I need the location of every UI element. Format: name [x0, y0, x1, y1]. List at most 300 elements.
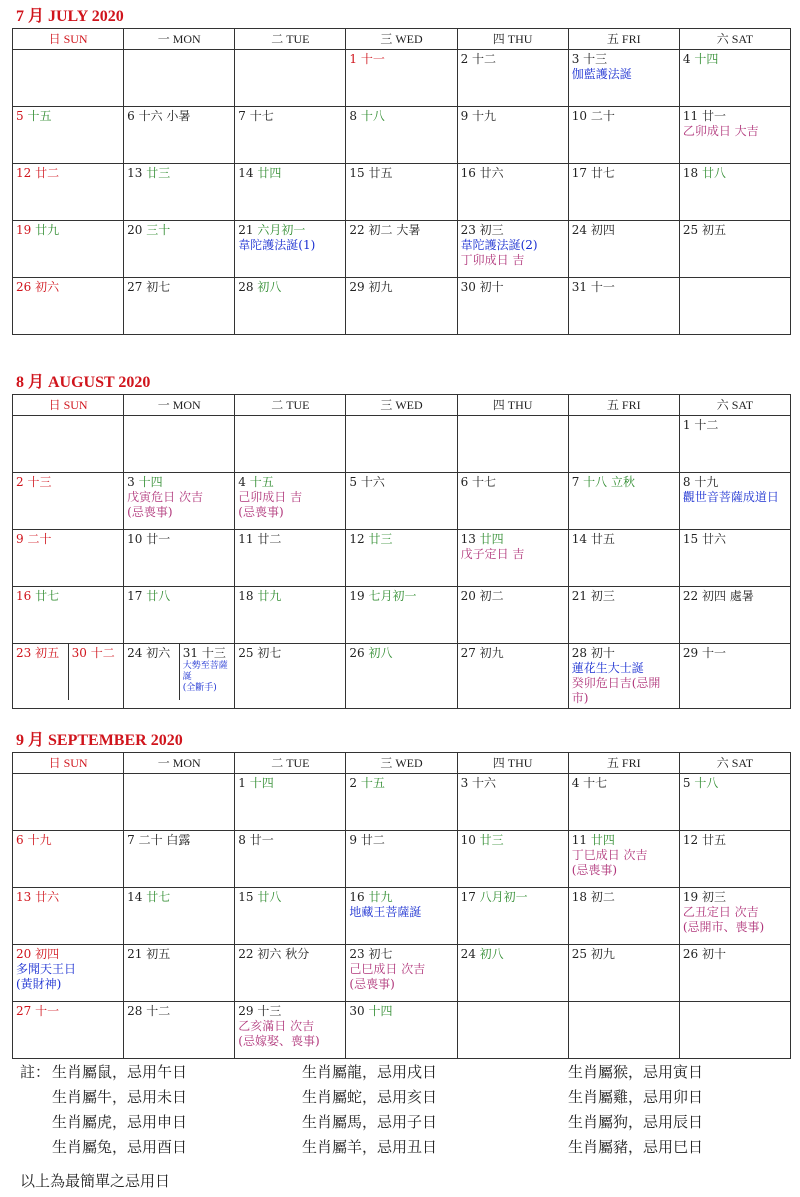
day-number: 21	[127, 947, 143, 961]
day-cell	[679, 587, 790, 644]
day-line	[683, 166, 787, 181]
event-note: 乙卯成日 大吉	[682, 124, 759, 138]
day-number: 30	[349, 1004, 365, 1018]
day-number: 29	[238, 1004, 254, 1018]
day-cell	[679, 278, 790, 335]
lunar-date: 十二	[146, 1004, 171, 1018]
lunar-date: 十一	[35, 1004, 60, 1018]
week-row	[13, 945, 791, 1002]
day-number: 23	[349, 947, 365, 961]
day-cell	[235, 50, 346, 107]
day-cell	[235, 278, 346, 335]
day-number: 12	[682, 833, 699, 847]
event-note: (全斷手)	[182, 683, 217, 693]
day-number: 18	[682, 166, 699, 180]
day-line	[572, 166, 676, 181]
day-number: 30	[460, 280, 476, 294]
lunar-date: 初六	[35, 280, 60, 294]
lunar-date: 廿八	[257, 890, 282, 904]
day-number: 5	[16, 109, 24, 123]
lunar-date: 十三	[27, 475, 52, 489]
day-cell	[346, 221, 457, 278]
day-number: 11	[682, 109, 699, 123]
day-number: 22	[238, 947, 254, 961]
day-number: 2	[460, 52, 469, 66]
day-line	[461, 833, 565, 848]
lunar-date: 十三	[583, 52, 608, 66]
day-cell	[568, 164, 679, 221]
day-line	[572, 589, 676, 604]
month-september	[12, 730, 792, 1059]
lunar-date: 十四	[368, 1004, 393, 1018]
day-content	[569, 221, 679, 240]
lunar-date: 廿八	[146, 589, 171, 603]
day-line	[572, 532, 676, 547]
lunar-date: 十九	[27, 833, 52, 847]
lunar-date: 初八	[257, 280, 282, 294]
note-text: 生肖屬兔，忌用酉日	[52, 1138, 188, 1156]
day-number: 19	[16, 223, 32, 237]
day-line	[349, 166, 453, 181]
day-content	[680, 50, 790, 69]
day-content	[346, 473, 456, 492]
day-content	[124, 530, 234, 549]
day-content	[13, 1002, 123, 1021]
day-content	[569, 530, 679, 549]
zodiac-notes	[20, 1060, 703, 1160]
day-number: 28	[571, 646, 587, 660]
day-content	[124, 1002, 234, 1021]
day-number: 10	[127, 532, 143, 546]
lunar-date: 十六	[360, 475, 385, 489]
day-cell	[124, 644, 235, 709]
day-cell	[13, 278, 124, 335]
day-cell	[679, 945, 790, 1002]
day-line	[461, 532, 565, 547]
month-august	[12, 372, 792, 709]
weekday-header: 五 FRI	[568, 753, 679, 774]
day-line	[572, 890, 676, 905]
day-cell	[124, 831, 235, 888]
day-content	[346, 50, 456, 69]
lunar-date: 初五	[35, 646, 60, 660]
lunar-date: 初九	[479, 646, 504, 660]
day-content	[458, 945, 568, 964]
lunar-date: 初七	[257, 646, 282, 660]
day-number: 12	[349, 532, 365, 546]
week-row	[13, 774, 791, 831]
day-line	[349, 776, 453, 791]
lunar-date: 十一	[701, 646, 726, 660]
weekday-header: 三 WED	[346, 29, 457, 50]
day-line	[461, 52, 565, 67]
day-number: 26	[16, 280, 32, 294]
lunar-date: 十八 立秋	[583, 475, 635, 489]
day-line	[127, 646, 176, 661]
day-cell	[124, 221, 235, 278]
lunar-date: 初四	[590, 223, 615, 237]
day-cell	[235, 530, 346, 587]
day-content	[569, 587, 679, 606]
lunar-date: 十四	[694, 52, 719, 66]
day-cell	[346, 945, 457, 1002]
day-line	[183, 646, 232, 661]
weekday-header: 六 SAT	[679, 29, 790, 50]
day-cell	[124, 278, 235, 335]
day-cell	[568, 50, 679, 107]
day-content	[346, 831, 456, 850]
lunar-date: 初八	[368, 646, 393, 660]
day-cell	[13, 50, 124, 107]
day-line	[683, 475, 787, 490]
day-cell	[13, 587, 124, 644]
day-content	[346, 530, 456, 549]
calendar-table	[12, 394, 791, 709]
day-content	[13, 221, 123, 240]
day-cell	[457, 473, 568, 530]
day-cell	[124, 164, 235, 221]
day-content	[346, 107, 456, 126]
day-number: 30	[71, 646, 87, 660]
day-number: 26	[682, 947, 699, 961]
week-row	[13, 1002, 791, 1059]
day-cell	[679, 1002, 790, 1059]
lunar-date: 初四 處暑	[701, 589, 754, 603]
day-number: 18	[571, 890, 587, 904]
day-content	[124, 221, 234, 240]
day-cell	[679, 164, 790, 221]
day-content	[346, 888, 456, 922]
day-cell	[346, 587, 457, 644]
day-content	[680, 473, 790, 507]
day-content	[458, 221, 568, 270]
day-cell	[346, 278, 457, 335]
day-cell	[235, 221, 346, 278]
day-line	[572, 475, 676, 490]
day-content	[680, 945, 790, 964]
day-cell	[235, 1002, 346, 1059]
lunar-date: 廿四	[257, 166, 282, 180]
day-content	[124, 107, 234, 126]
week-row	[13, 831, 791, 888]
day-cell	[457, 644, 568, 709]
day-content	[458, 473, 568, 492]
lunar-date: 十五	[249, 475, 274, 489]
lunar-date: 廿四	[590, 833, 615, 847]
day-number: 3	[460, 776, 469, 790]
event-note: 蓮花生大士誕	[571, 661, 644, 675]
day-cell	[568, 278, 679, 335]
day-content	[13, 587, 123, 606]
day-content	[235, 831, 345, 850]
day-cell	[568, 107, 679, 164]
day-line	[461, 109, 565, 124]
note-col-3: 生肖屬猴，忌用寅日	[568, 1063, 704, 1081]
day-line	[461, 646, 565, 661]
day-cell	[679, 888, 790, 945]
day-line	[127, 589, 231, 604]
day-number: 13	[127, 166, 143, 180]
weekday-header: 一 MON	[124, 753, 235, 774]
lunar-date: 十七	[472, 475, 497, 489]
lunar-date: 初八	[479, 947, 504, 961]
lunar-date: 十六 小暑	[138, 109, 191, 123]
day-line	[349, 532, 453, 547]
lunar-date: 廿九	[35, 223, 60, 237]
day-content	[235, 774, 345, 793]
lunar-date: 十一	[590, 280, 615, 294]
day-cell	[679, 774, 790, 831]
day-number: 21	[238, 223, 254, 237]
day-content	[569, 107, 679, 126]
lunar-date: 初四	[35, 947, 60, 961]
lunar-date: 初七	[146, 280, 171, 294]
day-cell	[13, 107, 124, 164]
day-line	[572, 280, 676, 295]
day-cell	[235, 416, 346, 473]
day-line	[572, 947, 676, 962]
lunar-date: 廿六	[479, 166, 504, 180]
day-cell	[346, 473, 457, 530]
calendar-table	[12, 28, 791, 335]
day-cell	[679, 221, 790, 278]
day-content	[458, 164, 568, 183]
lunar-date: 廿八	[701, 166, 726, 180]
day-cell	[568, 530, 679, 587]
event-note: 乙亥滿日 次吉	[238, 1019, 315, 1033]
day-line	[16, 475, 120, 490]
day-content	[569, 278, 679, 297]
day-number: 7	[238, 109, 246, 123]
month-title: 9 月 SEPTEMBER 2020	[16, 732, 183, 749]
weekday-header: 二 TUE	[235, 395, 346, 416]
day-number: 10	[460, 833, 476, 847]
day-cell	[457, 164, 568, 221]
event-note: 觀世音菩薩成道日	[682, 490, 779, 504]
day-cell	[457, 278, 568, 335]
day-number: 24	[127, 646, 143, 660]
lunar-date: 初二 大暑	[368, 223, 421, 237]
day-cell	[13, 221, 124, 278]
day-number: 23	[16, 646, 32, 660]
note-row	[20, 1110, 703, 1135]
day-cell	[457, 221, 568, 278]
day-content	[346, 1002, 456, 1021]
event-note: 丁巳成日 次吉	[571, 848, 648, 862]
day-content	[235, 221, 345, 255]
day-number: 29	[682, 646, 699, 660]
day-number: 16	[460, 166, 476, 180]
day-cell	[679, 416, 790, 473]
day-line	[127, 890, 231, 905]
day-number: 11	[238, 532, 254, 546]
day-line	[461, 475, 565, 490]
day-number: 20	[127, 223, 143, 237]
weekday-header: 六 SAT	[679, 753, 790, 774]
split-cell	[13, 644, 123, 700]
day-line	[127, 109, 231, 124]
day-cell	[346, 416, 457, 473]
day-cell	[346, 164, 457, 221]
day-cell	[568, 416, 679, 473]
day-line	[683, 52, 787, 67]
day-cell	[457, 831, 568, 888]
day-cell	[124, 888, 235, 945]
day-content	[346, 945, 456, 994]
day-line	[572, 833, 676, 848]
day-cell	[346, 831, 457, 888]
day-number: 2	[349, 776, 358, 790]
lunar-date: 廿六	[701, 532, 726, 546]
day-cell	[568, 774, 679, 831]
day-number: 1	[682, 418, 691, 432]
day-content	[569, 945, 679, 964]
week-row	[13, 530, 791, 587]
day-line	[127, 475, 231, 490]
day-content	[569, 644, 679, 708]
day-cell	[568, 888, 679, 945]
day-number: 19	[682, 890, 699, 904]
day-cell	[235, 888, 346, 945]
day-cell	[13, 831, 124, 888]
lunar-date: 初三	[701, 890, 726, 904]
day-number: 31	[571, 280, 587, 294]
day-cell	[235, 587, 346, 644]
day-cell	[13, 888, 124, 945]
day-line	[127, 223, 231, 238]
day-number: 7	[127, 833, 135, 847]
day-cell	[13, 774, 124, 831]
lunar-date: 六月初一	[257, 223, 306, 237]
day-cell	[568, 644, 679, 709]
day-line	[238, 166, 342, 181]
day-number: 9	[460, 109, 469, 123]
day-line	[238, 947, 342, 962]
lunar-date: 七月初一	[368, 589, 417, 603]
day-cell	[13, 1002, 124, 1059]
day-content	[458, 530, 568, 564]
lunar-date: 十九	[694, 475, 719, 489]
lunar-date: 廿五	[368, 166, 393, 180]
day-cell	[457, 1002, 568, 1059]
event-note: 戊寅危日 次吉	[127, 490, 203, 504]
lunar-date: 十八	[360, 109, 385, 123]
day-content	[13, 278, 123, 297]
lunar-date: 廿五	[701, 833, 726, 847]
note-col-1	[20, 1135, 302, 1160]
note-col-2: 生肖屬蛇，忌用亥日	[302, 1088, 438, 1106]
day-cell	[235, 164, 346, 221]
month-title: 7 月 JULY 2020	[16, 8, 124, 25]
day-line	[238, 280, 342, 295]
day-number: 5	[682, 776, 691, 790]
day-number: 14	[238, 166, 254, 180]
day-line	[127, 947, 231, 962]
day-content	[458, 888, 568, 907]
day-cell	[124, 473, 235, 530]
weekday-header: 四 THU	[457, 395, 568, 416]
day-line	[72, 646, 121, 661]
day-content	[346, 221, 456, 240]
lunar-date: 八月初一	[479, 890, 528, 904]
day-number: 16	[16, 589, 32, 603]
day-cell	[346, 107, 457, 164]
day-content	[124, 831, 234, 850]
day-number: 14	[127, 890, 143, 904]
lunar-date: 廿二	[360, 833, 385, 847]
note-text: 生肖屬虎，忌用申日	[52, 1113, 188, 1131]
day-content	[680, 530, 790, 549]
week-row	[13, 473, 791, 530]
day-half	[68, 644, 124, 700]
day-number: 19	[349, 589, 365, 603]
day-content	[569, 50, 679, 84]
day-cell	[235, 774, 346, 831]
lunar-date: 廿九	[368, 890, 393, 904]
day-cell	[235, 107, 346, 164]
day-content	[680, 587, 790, 606]
lunar-date: 廿七	[146, 890, 171, 904]
day-number: 31	[182, 646, 198, 660]
day-line	[238, 532, 342, 547]
day-number: 27	[127, 280, 143, 294]
day-number: 23	[460, 223, 476, 237]
event-note: (忌喪事)	[127, 505, 173, 519]
day-content	[680, 221, 790, 240]
day-content	[13, 473, 123, 492]
day-number: 15	[238, 890, 254, 904]
day-content	[124, 164, 234, 183]
day-content	[569, 164, 679, 183]
note-col-1	[20, 1060, 302, 1085]
day-cell	[679, 831, 790, 888]
day-content	[458, 587, 568, 606]
weekday-header: 五 FRI	[568, 395, 679, 416]
day-number: 20	[460, 589, 476, 603]
day-line	[572, 52, 676, 67]
day-cell	[346, 644, 457, 709]
day-content	[235, 644, 345, 663]
weekday-header: 四 THU	[457, 753, 568, 774]
day-number: 25	[571, 947, 587, 961]
lunar-date: 廿五	[590, 532, 615, 546]
day-cell	[457, 530, 568, 587]
weekday-header: 三 WED	[346, 395, 457, 416]
event-note: 乙丑定日 次吉	[682, 905, 759, 919]
day-cell	[679, 530, 790, 587]
day-content	[569, 831, 679, 880]
day-cell	[568, 1002, 679, 1059]
day-number: 12	[16, 166, 32, 180]
week-row	[13, 587, 791, 644]
day-content	[458, 644, 568, 663]
note-col-3: 生肖屬雞，忌用卯日	[568, 1088, 704, 1106]
day-line	[461, 776, 565, 791]
weekday-header: 一 MON	[124, 395, 235, 416]
weekday-header: 四 THU	[457, 29, 568, 50]
day-number: 9	[349, 833, 358, 847]
day-content	[458, 278, 568, 297]
lunar-date: 初七	[368, 947, 393, 961]
day-content	[235, 587, 345, 606]
day-content	[124, 278, 234, 297]
lunar-date: 十七	[249, 109, 274, 123]
day-content	[13, 945, 123, 994]
day-number: 17	[127, 589, 143, 603]
event-note: 癸卯危日吉(忌開市)	[571, 676, 661, 705]
day-line	[16, 947, 120, 962]
calendar-table	[12, 752, 791, 1059]
